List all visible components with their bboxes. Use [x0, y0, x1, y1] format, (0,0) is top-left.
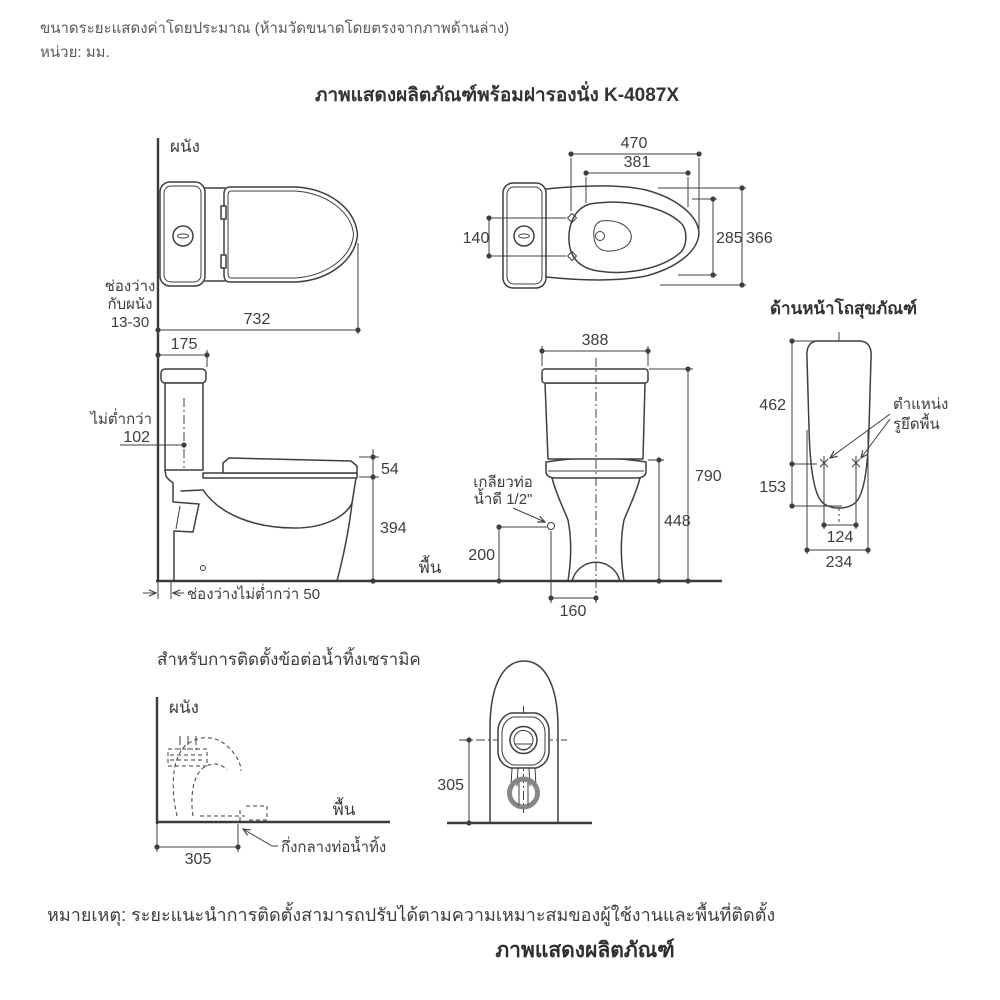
- dim-153: 153: [759, 479, 786, 496]
- rear-view: [437, 661, 592, 826]
- wall-gap-value: 13-30: [110, 314, 150, 331]
- dim-305: 305: [437, 777, 464, 794]
- dim-200: 200: [468, 547, 495, 564]
- dim-234: 234: [825, 554, 853, 571]
- dim-305: 305: [184, 851, 212, 868]
- tank-lid: [542, 369, 648, 383]
- dim-54: 54: [381, 461, 399, 478]
- dim-394: 394: [380, 520, 407, 537]
- pedestal-right-edge: [621, 478, 640, 581]
- dim-366: 366: [746, 230, 773, 247]
- dim-462: 462: [759, 397, 786, 414]
- tank-lid-profile: [161, 369, 206, 383]
- bowl-under-curve: [203, 478, 356, 528]
- dim-140: 140: [462, 230, 490, 247]
- bowl-ledge: [181, 490, 203, 491]
- dim-124: 124: [826, 529, 854, 546]
- wall-label: ผนัง: [170, 137, 200, 156]
- inlet-boss-line: [176, 506, 180, 529]
- wall-label: ผนัง: [169, 698, 199, 717]
- wall-gap-label-1: ช่องว่าง: [104, 278, 156, 295]
- dim-175: 175: [170, 336, 198, 353]
- drain-cap-mark: [201, 566, 206, 571]
- min-height-label: ไม่ต่ำกว่า: [90, 411, 152, 428]
- footer: [47, 902, 775, 962]
- pedestal-right-edge: [337, 503, 352, 581]
- bottom-gap-label: ช่องว่างไม่ต่ำกว่า 50: [187, 586, 321, 603]
- bowl-sump-outline: [594, 221, 632, 252]
- bolt-position-label-2: รูยึดพื้น: [893, 416, 940, 433]
- seat-profile: [223, 458, 357, 473]
- unit-text: หน่วย: มม.: [40, 44, 110, 61]
- tank-body: [545, 383, 645, 459]
- footer-caption: ภาพแสดงผลิตภัณฑ์: [495, 939, 675, 962]
- tank-outline: [503, 183, 546, 288]
- inlet-leader: [513, 508, 545, 522]
- top-view-open-bowl: [463, 135, 773, 288]
- dim-102: 102: [123, 429, 150, 446]
- seat-lid-outline: [224, 187, 357, 282]
- dim-388: 388: [581, 332, 609, 349]
- wall-gap-label-2: กับผนัง: [107, 296, 153, 313]
- water-inlet: [548, 523, 555, 530]
- bowl-left-profile: [165, 470, 199, 581]
- bolt-position-label-1: ตำแหน่ง: [893, 396, 949, 413]
- drain-center-label: กึ่งกลางท่อน้ำทิ้ง: [281, 839, 387, 856]
- dim-381: 381: [623, 154, 651, 171]
- disclaimer-text: ขนาดระยะแสดงค่าโดยประมาณ (ห้ามวัดขนาดโดยตรงจากภาพด้านล่าง): [40, 20, 510, 37]
- drain-center-leader: [243, 829, 278, 846]
- footprint-outline: [807, 341, 871, 508]
- front-face-title: ด้านหน้าโถสุขภัณฑ์: [770, 299, 918, 318]
- inlet-label-2: น้ำดี 1/2": [473, 491, 533, 508]
- dim-790: 790: [695, 468, 722, 485]
- install-view: [154, 647, 420, 868]
- inlet-label-1: เกลียวท่อ: [473, 474, 533, 491]
- floor-label: พื้น: [418, 558, 442, 577]
- bowl-rim-line: [569, 202, 686, 272]
- dim-732: 732: [243, 311, 271, 328]
- dim-160: 160: [559, 603, 587, 620]
- front-view: [468, 332, 722, 620]
- dim-285: 285: [716, 230, 743, 247]
- floor-label: พื้น: [332, 800, 356, 819]
- note-text: หมายเหตุ: ระยะแนะนำการติดตั้งสามารถปรับได้ตามความเหมาะสมของผู้ใช้งานและพื้นที่ติดตั้ง: [47, 905, 776, 925]
- seat-hinge: [221, 255, 226, 268]
- seat-hinge: [221, 206, 226, 219]
- dim-448: 448: [664, 513, 691, 530]
- dashed-toilet-silhouette: [168, 736, 267, 822]
- header: [40, 19, 679, 106]
- drain-hole: [596, 232, 605, 241]
- page-title: ภาพแสดงผลิตภัณฑ์พร้อมฝารองนั่ง K-4087X: [314, 85, 680, 106]
- install-title: สำหรับการติดตั้งข้อต่อน้ำทิ้งเซรามิค: [157, 650, 421, 669]
- dim-470: 470: [620, 135, 648, 152]
- pedestal-left-edge: [552, 478, 571, 581]
- front-face-view: [759, 298, 948, 571]
